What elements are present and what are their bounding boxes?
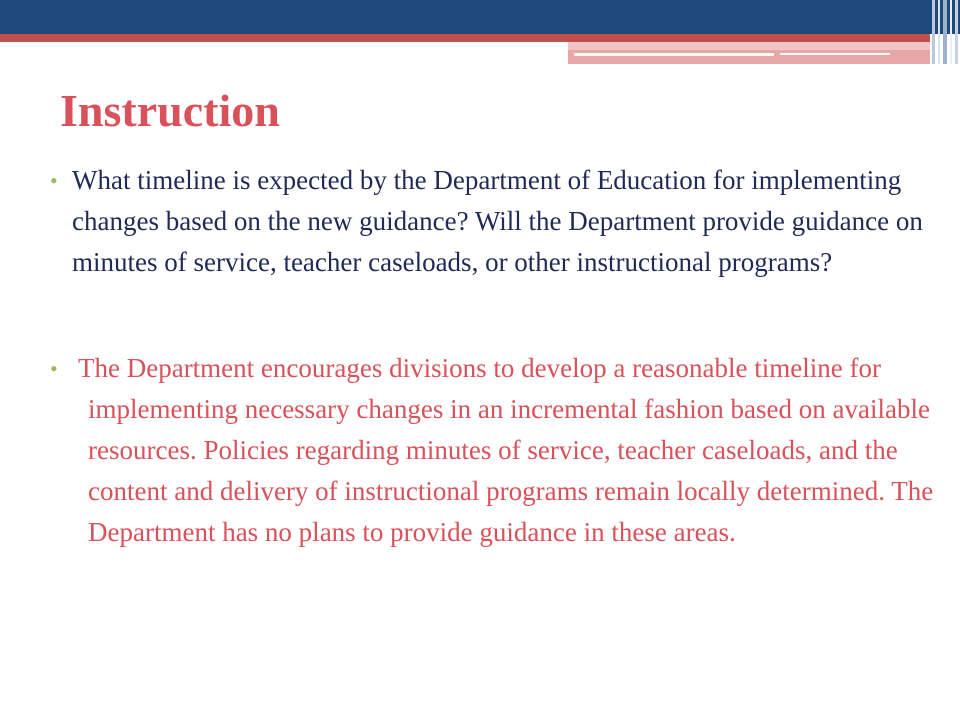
answer-bullet xyxy=(50,348,955,553)
answer-text: The Department encourages divisions to develop a reasonable timeline for implementing necessary changes in an incremental fashion based on available resources. Policies regarding minutes of service, teacher caseloads, and the content and delivery of instructional programs remain locally determined. The Department has no plans to provide guidance in these areas. xyxy=(78,353,934,547)
header-highlight-line-short xyxy=(780,53,890,55)
header-band-red xyxy=(0,34,930,42)
bullet-dot-icon: • xyxy=(50,168,58,193)
header-band-pink xyxy=(568,42,930,50)
question-text: What timeline is expected by the Department of Education for implementing changes based on the new guidance? Will the Department provide guidance on minutes of service, teacher caseloads, or other instructional programs? xyxy=(72,165,923,277)
header-vertical-stripes xyxy=(930,0,960,64)
bullet-dot-icon: • xyxy=(50,356,58,381)
question-bullet xyxy=(50,160,930,283)
header-highlight-line xyxy=(574,53,774,56)
slide-title: Instruction xyxy=(60,85,280,136)
header-band-navy xyxy=(0,0,960,34)
